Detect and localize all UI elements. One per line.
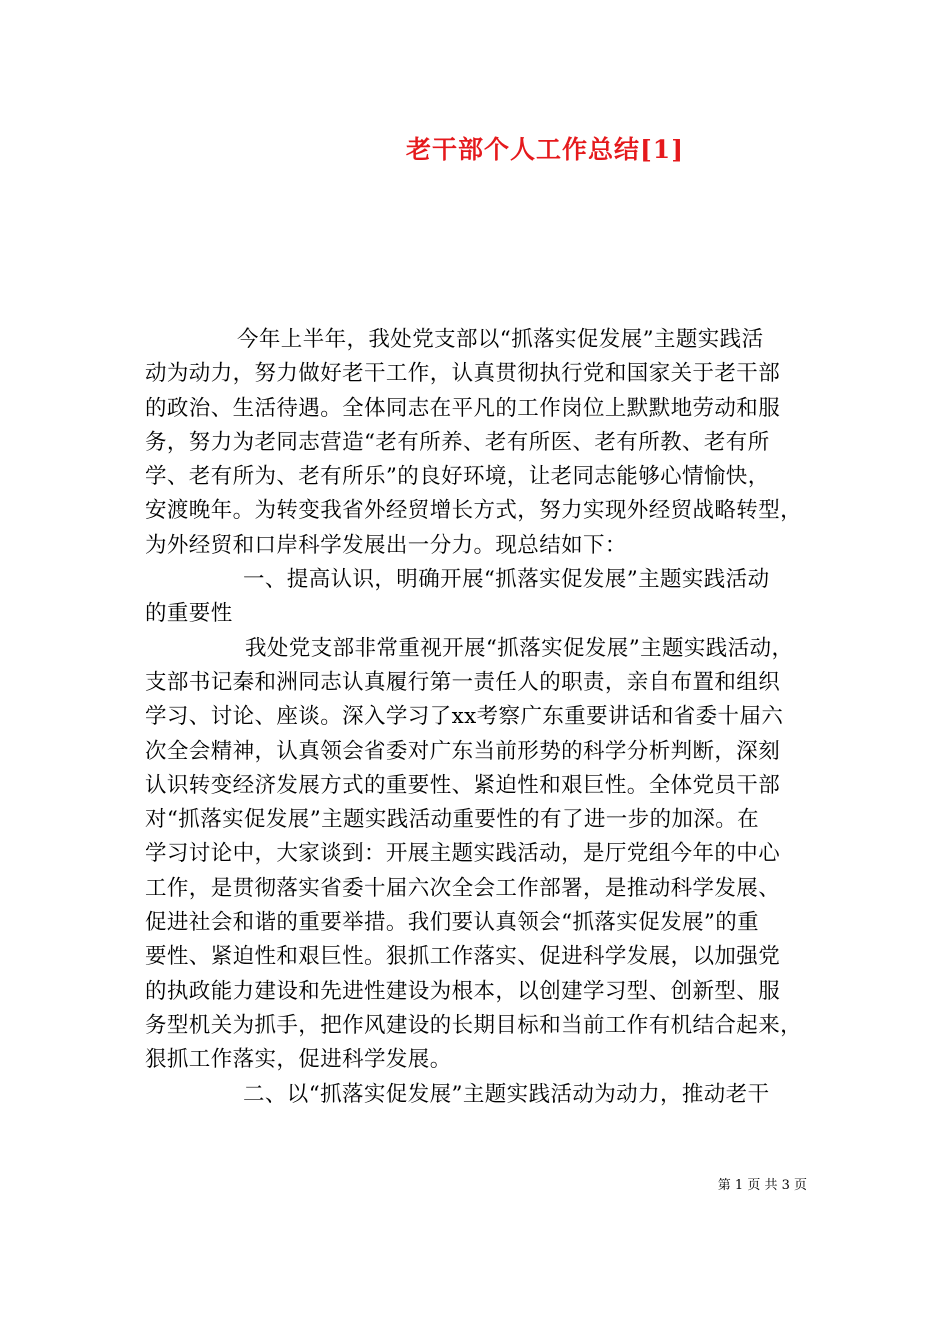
paragraph-line: 学习讨论中，大家谈到：开展主题实践活动，是厅党组今年的中心: [145, 841, 781, 867]
section-heading-line: 的重要性: [145, 601, 233, 627]
paragraph-line: 认识转变经济发展方式的重要性、紧迫性和艰巨性。全体党员干部: [145, 772, 781, 798]
paragraph-line: 务型机关为抓手，把作风建设的长期目标和当前工作有机结合起来，: [145, 1012, 803, 1038]
paragraph-line: 支部书记秦和洲同志认真履行第一责任人的职责，亲自布置和组织: [145, 669, 781, 695]
paragraph-line: 学、老有所为、老有所乐”的良好环境，让老同志能够心情愉快，: [145, 464, 770, 490]
paragraph-line: 的政治、生活待遇。全体同志在平凡的工作岗位上默默地劳动和服: [145, 395, 781, 421]
document-body: [145, 323, 821, 1112]
paragraph-line: 促进社会和谐的重要举措。我们要认真领会“抓落实促发展”的重: [145, 910, 760, 936]
document-title: 老干部个人工作总结[1]: [405, 135, 685, 164]
paragraph-line: 对“抓落实促发展”主题实践活动重要性的有了进一步的加深。在: [145, 807, 760, 833]
paragraph-line: 动为动力，努力做好老干工作，认真贯彻执行党和国家关于老干部: [145, 361, 781, 387]
paragraph-line: 今年上半年，我处党支部以“抓落实促发展”主题实践活: [237, 327, 764, 352]
paragraph-line: 的执政能力建设和先进性建设为根本，以创建学习型、创新型、服: [145, 978, 781, 1004]
paragraph-line: 狠抓工作落实，促进科学发展。: [145, 1047, 452, 1073]
paragraph-line: 安渡晚年。为转变我省外经贸增长方式，努力实现外经贸战略转型，: [145, 498, 803, 524]
paragraph-line: 次全会精神，认真领会省委对广东当前形势的科学分析判断，深刻: [145, 738, 781, 764]
paragraph-line: 要性、紧迫性和艰巨性。狠抓工作落实、促进科学发展，以加强党: [145, 944, 781, 970]
section-heading-line: 一、提高认识，明确开展“抓落实促发展”主题实践活动: [243, 567, 770, 593]
paragraph-line: 工作，是贯彻落实省委十届六次全会工作部署，是推动科学发展、: [145, 875, 781, 901]
paragraph-line: 我处党支部非常重视开展“抓落实促发展”主题实践活动，: [245, 635, 794, 661]
section-heading-line: 二、以“抓落实促发展”主题实践活动为动力，推动老干: [243, 1081, 770, 1107]
paragraph-line: 务，努力为老同志营造“老有所养、老有所医、老有所教、老有所: [145, 429, 770, 455]
paragraph-line: 学习、讨论、座谈。深入学习了xx考察广东重要讲话和省委十届六: [145, 704, 784, 730]
page-number-footer: 第 1 页 共 3 页: [717, 1178, 807, 1193]
paragraph-line: 为外经贸和口岸科学发展出一分力。现总结如下：: [145, 532, 627, 558]
